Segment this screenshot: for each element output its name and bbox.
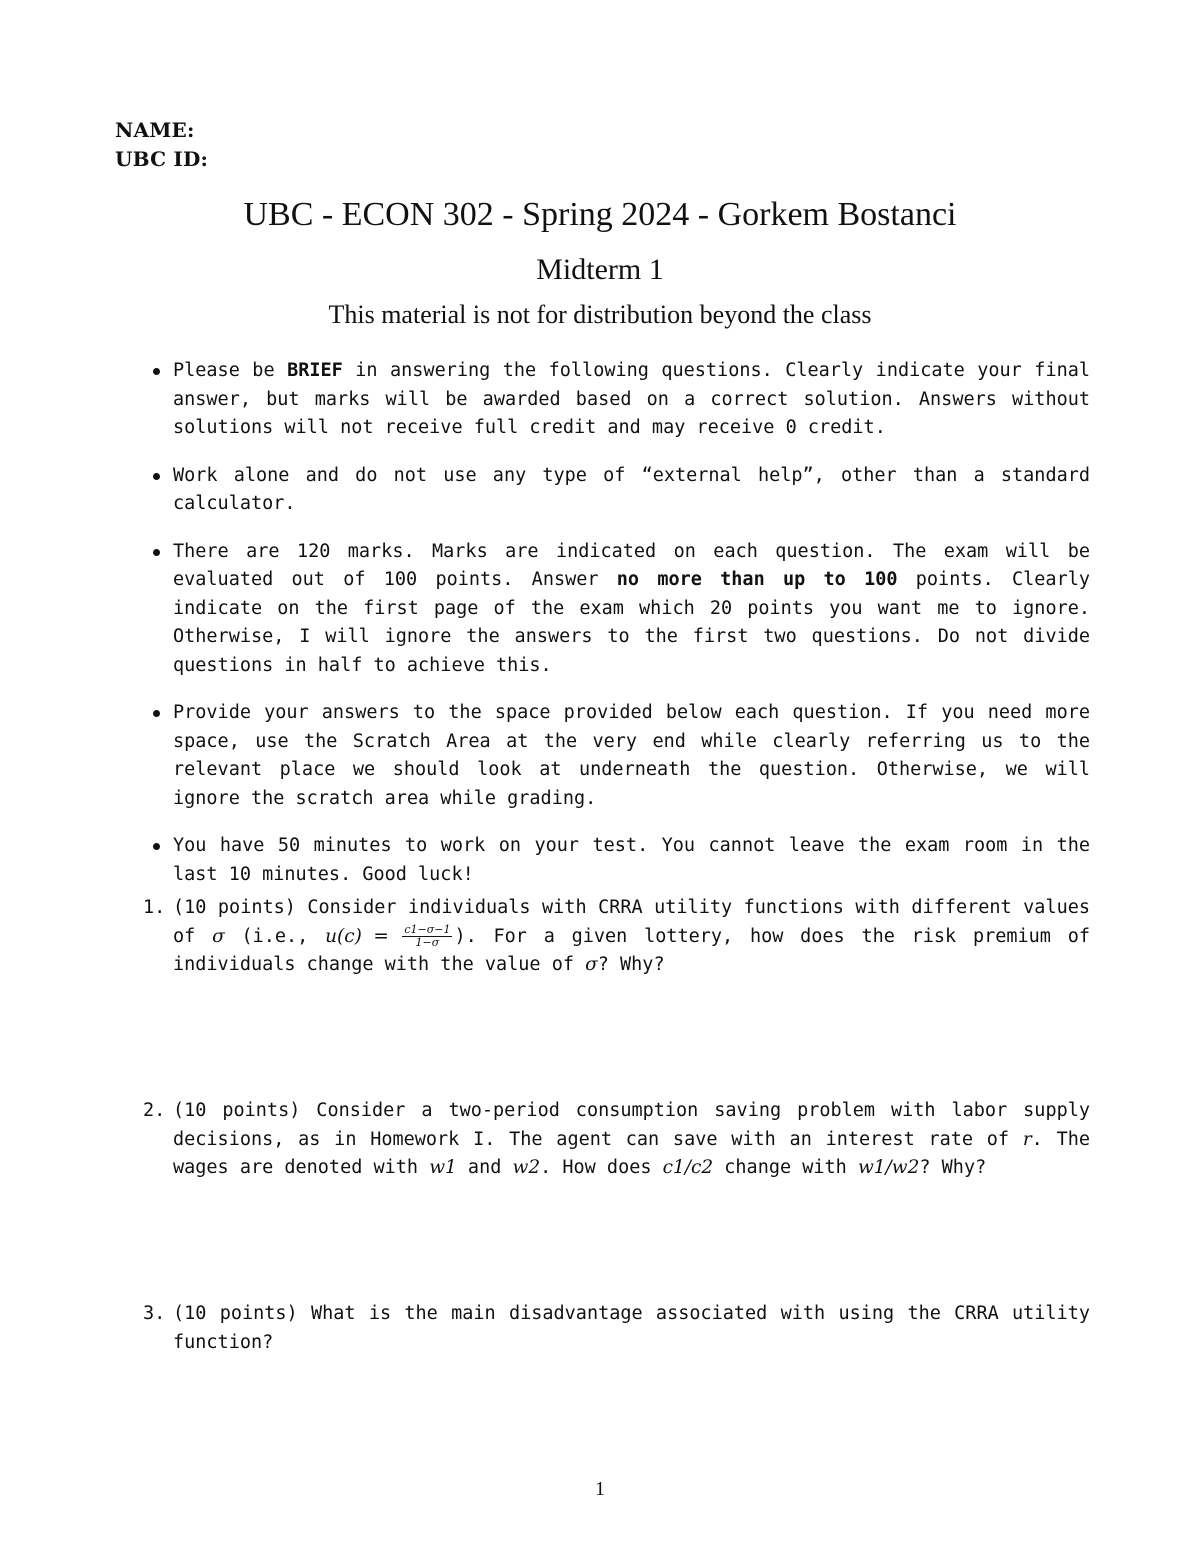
wage-2-symbol: w2 <box>512 1157 541 1178</box>
interest-rate-symbol: r <box>1022 1128 1032 1150</box>
question-text-part: ). For a given lottery, how does the risk premium of individuals change with the value of <box>173 925 1090 975</box>
ubc-id-label: UBC ID: <box>115 147 209 171</box>
question-text-part: ? Why? <box>597 954 665 975</box>
question-1 <box>143 894 1090 980</box>
instruction-text: points. Clearly indicate on the first page of the exam which 20 points you want me to ignore. Otherwise, I will ignore the answers to the first two questions. Do not divide questions in half to achieve this. <box>173 569 1090 676</box>
distribution-notice: This material is not for distribution beyond the class <box>328 300 872 329</box>
utility-function: u(c) = <box>325 925 401 947</box>
instruction-text: You have 50 minutes to work on your test. You cannot leave the exam room in the last 10 minutes. Good luck! <box>173 835 1090 885</box>
question-text-part: . How does <box>540 1157 663 1178</box>
question-text: (10 points) What is the main disadvantage associated with using the CRRA utility function? <box>173 1303 1090 1353</box>
bullet-icon <box>153 368 160 375</box>
question-text-part: (10 points) Consider individuals with CRRA utility functions with different values of <box>173 897 1090 947</box>
question-text <box>173 894 1090 980</box>
bullet-icon <box>153 473 160 480</box>
question-text-part: . The wages are denoted with <box>173 1128 1090 1178</box>
instruction-item <box>145 699 1090 813</box>
bullet-icon <box>153 549 160 556</box>
question-text-part: and <box>456 1157 513 1178</box>
instruction-item <box>145 538 1090 681</box>
exam-subtitle: Midterm 1 <box>536 253 664 286</box>
instructions-list <box>145 357 1090 908</box>
fraction-denominator: 1−σ <box>415 936 440 949</box>
bullet-icon <box>153 710 160 717</box>
question-text-part: (10 points) Consider a two-period consumption saving problem with labor supply decisions, as in Homework I. The agent can save with an interest rate of <box>173 1100 1090 1150</box>
question-text-part: ? Why? <box>919 1157 987 1178</box>
instruction-emphasis: BRIEF <box>287 360 343 381</box>
wage-1-symbol: w1 <box>429 1157 457 1178</box>
name-label: NAME: <box>115 118 195 142</box>
instruction-item <box>145 462 1090 519</box>
instruction-text: in answering the following questions. Clearly indicate your final answer, but marks will be awarded based on a correct solution. Answers without solutions will not receive full credit and may receive 0 credit. <box>173 360 1090 438</box>
instruction-text: Please be <box>173 360 288 381</box>
instruction-text: There are 120 marks. Marks are indicated on each question. The exam will be evaluated out of 100 points. Answer <box>173 540 1090 590</box>
consumption-ratio: c1/c2 <box>662 1157 714 1178</box>
question-3 <box>143 1300 1090 1357</box>
exam-title: UBC - ECON 302 - Spring 2024 - Gorkem Bostanci <box>243 196 957 233</box>
instruction-item <box>145 832 1090 889</box>
instruction-text: Work alone and do not use any type of “external help”, other than a standard calculator. <box>173 464 1090 514</box>
wage-ratio: w1/w2 <box>857 1157 920 1178</box>
question-text-part: change with <box>713 1157 858 1178</box>
instruction-text: Provide your answers to the space provided below each question. If you need more space, use the Scratch Area at the very end while clearly referring us to the relevant place we should look at underneath the question. Otherwise, we will ignore the scratch area while grading. <box>173 702 1090 809</box>
instruction-emphasis: no more than up to 100 <box>616 569 898 590</box>
fraction-numerator: c1−σ−1 <box>404 923 451 936</box>
question-text <box>173 1097 1090 1183</box>
question-number: 2. <box>143 1100 166 1121</box>
question-2 <box>143 1097 1090 1183</box>
instruction-item <box>145 357 1090 443</box>
sigma-symbol: σ <box>212 925 225 947</box>
question-text-part: (i.e., <box>224 925 326 947</box>
question-number: 3. <box>143 1303 166 1324</box>
question-number: 1. <box>143 897 166 918</box>
bullet-icon <box>153 843 160 850</box>
page-number: 1 <box>595 1478 605 1500</box>
sigma-symbol: σ <box>585 954 598 975</box>
crra-fraction <box>402 924 452 949</box>
